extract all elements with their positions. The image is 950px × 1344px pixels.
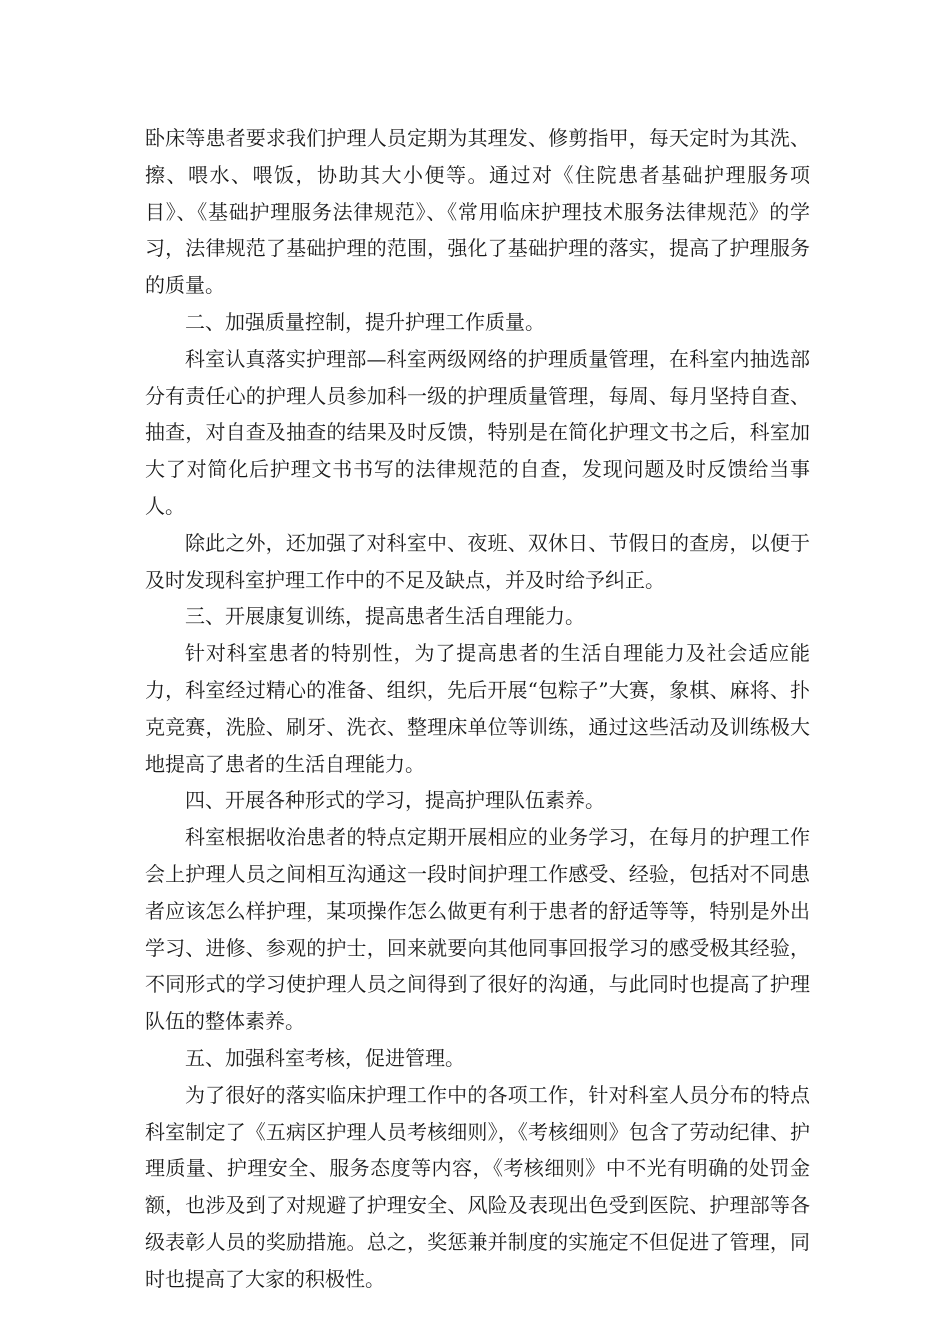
paragraph-business-learning: 科室根据收治患者的特点定期开展相应的业务学习，在每月的护理工作会上护理人员之间相互沟通这一段时间护理工作感受、经验，包括对不同患者应该怎么样护理，某项操作怎么做更有利于患者的舒适等等，特别是外出学习、进修、参观的护士，回来就要向其他同事回报学习的感受极其经验，不同形式的学习使护理人员之间得到了很好的沟通，与此同时也提高了护理队伍的整体素养。 [145,825,810,1034]
paragraph-rehabilitation-activities: 针对科室患者的特别性，为了提高患者的生活自理能力及社会适应能力，科室经过精心的准备、组织，先后开展“包粽子”大赛，象棋、麻将、扑克竞赛，洗脸、刷牙、洗衣、整理床单位等训练，通过这些活动及训练极大地提高了患者的生活自理能力。 [145,641,810,776]
paragraph-assessment-rules: 为了很好的落实临床护理工作中的各项工作，针对科室人员分布的特点科室制定了《五病区护理人员考核细则》，《考核细则》包含了劳动纪律、护理质量、护理安全、服务态度等内容，《考核细则》中不光有明确的处罚金额，也涉及到了对规避了护理安全、风险及表现出色受到医院、护理部等各级表彰人员的奖励措施。总之，奖惩兼并制度的实施定不但促进了管理，同时也提高了大家的积极性。 [145,1082,810,1291]
paragraph-quality-management: 科室认真落实护理部—科室两级网络的护理质量管理，在科室内抽选部分有责任心的护理人员参加科一级的护理质量管理，每周、每月坚持自查、抽查，对自查及抽查的结果及时反馈，特别是在简化护理文书之后，科室加大了对简化后护理文书书写的法律规范的自查，发现问题及时反馈给当事人。 [145,346,810,518]
document-page [145,120,810,1298]
heading-quality-control: 二、加强质量控制，提升护理工作质量。 [185,309,545,334]
heading-rehabilitation-training: 三、开展康复训练，提高患者生活自理能力。 [185,604,585,629]
paragraph-basic-care-continued: 卧床等患者要求我们护理人员定期为其理发、修剪指甲，每天定时为其洗、擦、喂水、喂饭，协助其大小便等。通过对《住院患者基础护理服务项目》、《基础护理服务法律规范》、《常用临床护理技术服务法律规范》的学习，法律规范了基础护理的范围，强化了基础护理的落实，提高了护理服务的质量。 [145,126,810,298]
paragraph-ward-rounds: 除此之外，还加强了对科室中、夜班、双休日、节假日的查房，以便于及时发现科室护理工作中的不足及缺点，并及时给予纠正。 [145,530,810,592]
heading-learning-forms: 四、开展各种形式的学习，提高护理队伍素养。 [185,788,605,813]
heading-department-assessment: 五、加强科室考核，促进管理。 [185,1045,465,1070]
